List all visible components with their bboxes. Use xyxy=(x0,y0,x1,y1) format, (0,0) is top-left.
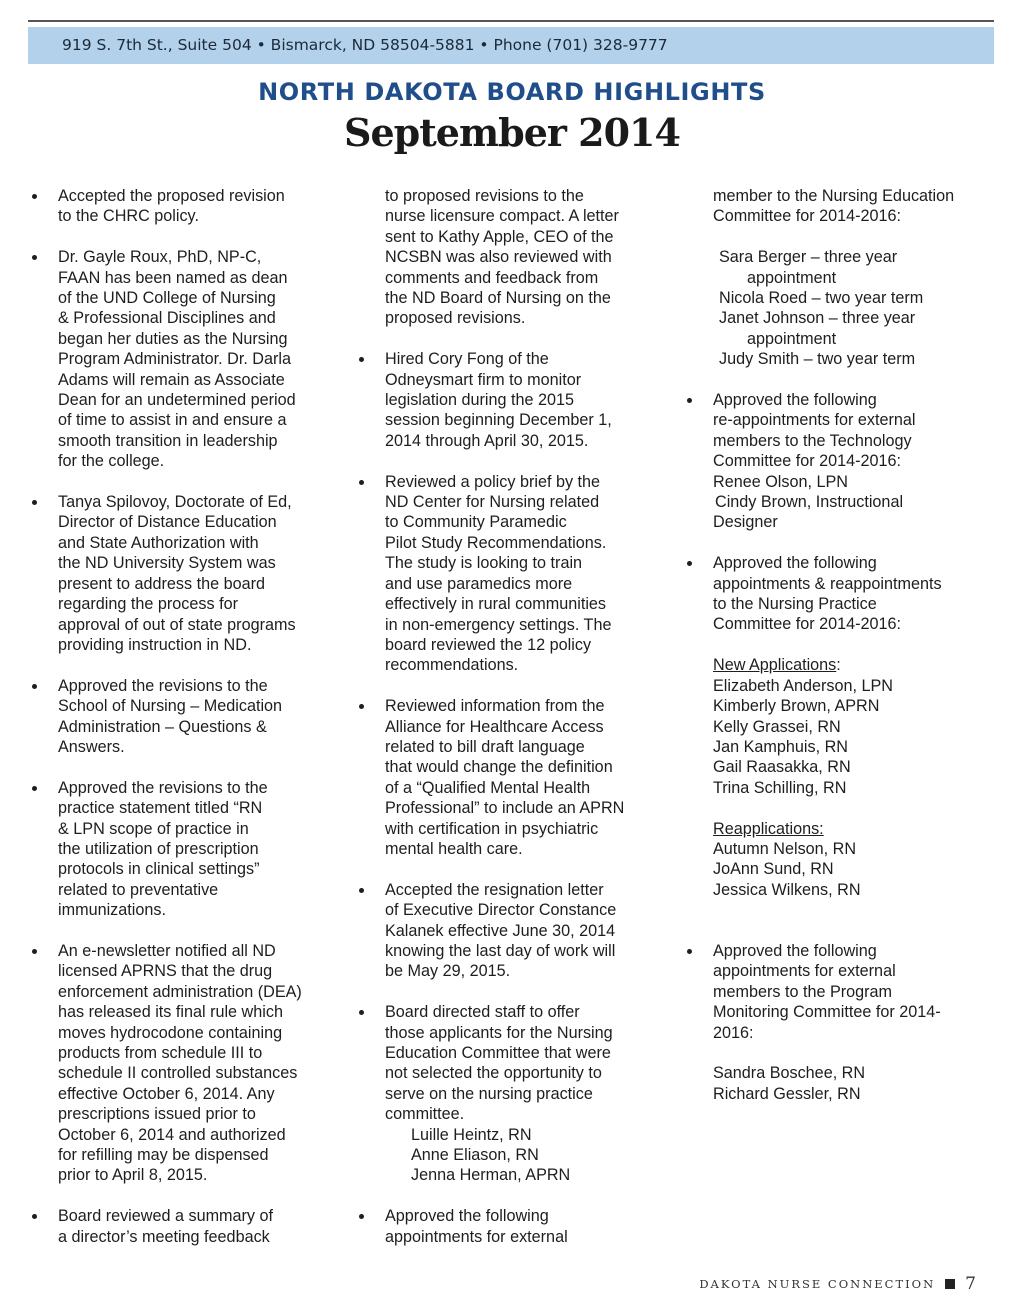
appointee-name: Autumn Nelson, RN xyxy=(713,839,857,858)
square-icon xyxy=(945,1279,955,1289)
new-applications-heading: New Applications: xyxy=(713,656,841,675)
page-headline: NORTH DAKOTA BOARD HIGHLIGHTS xyxy=(258,78,766,106)
appointee-name: Sandra Boschee, RN xyxy=(713,1064,866,1083)
list-item: Hired Cory Fong of the Odneysmart firm to monitor legislation during the 2015 session beginning December 1, 2014 through April 30, 2015. xyxy=(357,349,682,451)
column-1 xyxy=(30,186,350,1267)
appointee-name: Trina Schilling, RN xyxy=(713,778,847,797)
address-bar xyxy=(28,27,994,64)
continued-text: to proposed revisions to the nurse licensure compact. A letter sent to Kathy Apple, CEO of the NCSBN was also reviewed with comments and feedback from the ND Board of Nursing on the proposed revisions. xyxy=(385,187,619,328)
appointee-name: Kimberly Brown, APRN xyxy=(713,697,880,716)
list-item: Board directed staff to offer those applicants for the Nursing Education Committee that were not selected the opportunity to serve on the nursing practice committee. xyxy=(357,1002,682,1124)
appointee-name: Jenna Herman, APRN xyxy=(411,1166,571,1185)
column-2 xyxy=(357,186,682,1267)
appointee-term: appointment xyxy=(747,329,837,348)
list-item: Approved the following appointments & reappointments to the Nursing Practice Committee for 2014-2016: xyxy=(685,553,1010,635)
list-item: Board reviewed a summary of a director’s meeting feedback xyxy=(30,1206,350,1247)
appointee-name: Elizabeth Anderson, LPN xyxy=(713,676,893,695)
column-3 xyxy=(685,186,1010,1104)
appointee-name: Designer xyxy=(713,513,778,532)
appointee-name: Sara Berger – three year xyxy=(719,248,898,267)
appointee-name: Anne Eliason, RN xyxy=(411,1146,539,1165)
list-item: Tanya Spilovoy, Doctorate of Ed, Director of Distance Education and State Authorization with the ND University System was present to address the board regarding the process for approval of out of state programs providing instruction in ND. xyxy=(30,492,350,655)
appointee-name: JoAnn Sund, RN xyxy=(713,860,834,879)
appointee-name: Kelly Grassei, RN xyxy=(713,717,841,736)
list-item: An e-newsletter notified all ND licensed APRNS that the drug enforcement administration (DEA) has released its final rule which moves hydrocodone containing products from schedule III to schedule II controlled substances effective October 6, 2014. Any prescriptions issued prior to October 6, 2014 and authorized for refilling may be dispensed prior to April 8, 2015. xyxy=(30,941,350,1186)
list-item: Approved the following appointments for external xyxy=(357,1206,682,1247)
appointee-name: Judy Smith – two year term xyxy=(719,350,916,369)
appointee-name: Janet Johnson – three year xyxy=(719,309,916,328)
list-item: Approved the revisions to the practice statement titled “RN & LPN scope of practice in the utilization of prescription protocols in clinical settings” related to preventative immunizations. xyxy=(30,778,350,921)
appointee-name: Gail Raasakka, RN xyxy=(713,758,851,777)
address-text: 919 S. 7th St., Suite 504 • Bismarck, ND 58504-5881 • Phone (701) 328-9777 xyxy=(62,36,668,54)
list-item: Approved the following re-appointments for external members to the Technology Committee for 2014-2016: xyxy=(685,390,1010,472)
list-item: Approved the revisions to the School of Nursing – Medication Administration – Questions & Answers. xyxy=(30,676,350,758)
continued-text: member to the Nursing Education Committee for 2014-2016: xyxy=(713,187,955,226)
list-item: Reviewed a policy brief by the ND Center for Nursing related to Community Paramedic Pilot Study Recommendations. The study is looking to train and use paramedics more effectively in rural communities in non-emergency settings. The board reviewed the 12 policy recommendations. xyxy=(357,472,682,676)
appointee-name: Nicola Roed – two year term xyxy=(719,289,924,308)
issue-date: September 2014 xyxy=(344,110,680,155)
list-item: Accepted the proposed revision to the CHRC policy. xyxy=(30,186,350,227)
list-item: Dr. Gayle Roux, PhD, NP-C, FAAN has been named as dean of the UND College of Nursing & Professional Disciplines and began her duties as the Nursing Program Administrator. Dr. Darla Adams will remain as Associate Dean for an undetermined period of time to assist in and ensure a smooth transition in leadership for the college. xyxy=(30,247,350,471)
list-item: Approved the following appointments for external members to the Program Monitoring Committee for 2014- 2016: xyxy=(685,941,1010,1043)
top-rule xyxy=(28,20,994,22)
list-item: Reviewed information from the Alliance for Healthcare Access related to bill draft language that would change the definition of a “Qualified Mental Health Professional” to include an APRN with certification in psychiatric mental health care. xyxy=(357,696,682,859)
appointee-name: Luille Heintz, RN xyxy=(411,1125,532,1144)
appointee-name: Cindy Brown, Instructional xyxy=(715,493,904,512)
list-item: Accepted the resignation letter of Executive Director Constance Kalanek effective June 30, 2014 knowing the last day of work will be May 29, 2015. xyxy=(357,880,682,982)
appointee-name: Jan Kamphuis, RN xyxy=(713,737,848,756)
reapplications-heading: Reapplications: xyxy=(713,819,824,838)
appointee-name: Richard Gessler, RN xyxy=(713,1084,861,1103)
page-footer xyxy=(699,1274,976,1294)
publication-name: DAKOTA NURSE CONNECTION xyxy=(699,1277,936,1291)
appointee-name: Renee Olson, LPN xyxy=(713,472,848,491)
appointee-term: appointment xyxy=(747,268,837,287)
page-number: 7 xyxy=(965,1274,976,1294)
appointee-name: Jessica Wilkens, RN xyxy=(713,880,861,899)
